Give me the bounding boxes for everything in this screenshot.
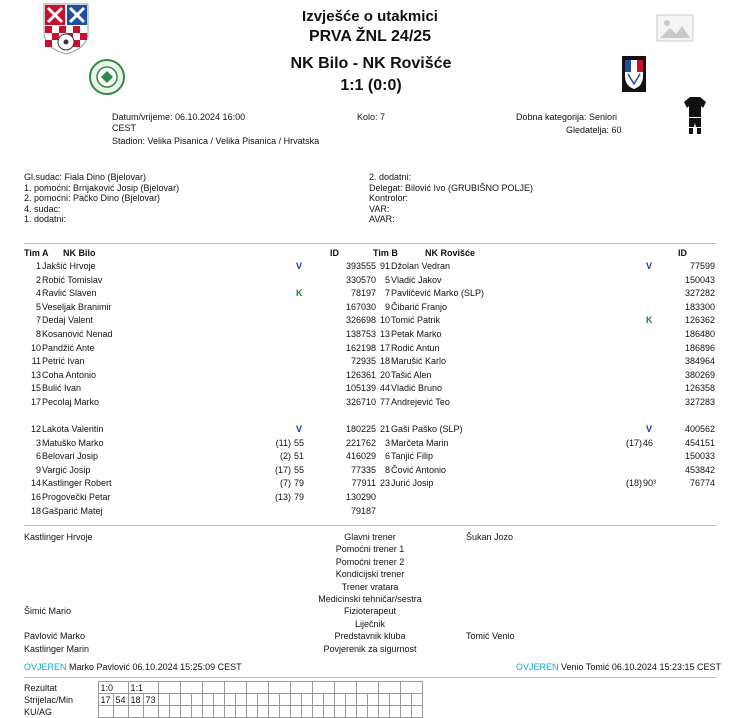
sub-minute: 90³ — [643, 478, 657, 489]
score-cell — [268, 694, 279, 706]
player-id: 126362 — [684, 315, 715, 326]
player-name: Džolan Vedran — [391, 261, 451, 271]
player-number: 7 — [35, 315, 41, 326]
score-cell — [334, 706, 345, 718]
player-name: Bulić Ivan — [42, 383, 82, 394]
player-row — [373, 328, 716, 340]
score-cell — [246, 682, 268, 694]
player-name: Marušić Karlo — [391, 356, 447, 367]
captain-badge: V — [296, 424, 303, 434]
score-cell — [378, 694, 389, 706]
player-id: 380269 — [684, 369, 715, 380]
player-name: Lakota Valentin — [42, 424, 104, 434]
player-id: 105139 — [345, 383, 376, 394]
score-cell — [312, 694, 323, 706]
player-name: Pandžić Ante — [42, 342, 95, 353]
player-number: 10 — [30, 342, 41, 353]
player-name: Jakšić Hrvoje — [42, 261, 96, 271]
player-number: 13 — [30, 369, 41, 380]
player-row — [24, 369, 376, 381]
kit-icon — [684, 97, 706, 135]
spectators: Gledatelja: 60 — [566, 125, 622, 135]
home-crest-icon — [42, 2, 90, 56]
score-cell — [213, 694, 224, 706]
divider — [24, 525, 716, 526]
official-line: Delegat: Bilović Ivo (GRUBIŠNO POLJE) — [369, 182, 534, 193]
player-id: 77911 — [351, 478, 376, 489]
player-number: 3 — [384, 437, 390, 448]
sub-for: (17) — [625, 437, 642, 448]
sub-for: (18) — [625, 478, 642, 489]
player-id: 416029 — [345, 451, 376, 462]
score-cell — [180, 682, 202, 694]
player-name: Tanjić Filip — [391, 451, 434, 462]
score-row-label: Rezultat — [24, 682, 58, 693]
score-table — [24, 681, 423, 718]
score-cell: 1:1 — [128, 682, 158, 694]
player-name: Vladić Jakov — [391, 274, 442, 285]
player-number: 12 — [30, 424, 41, 434]
score-cell — [191, 694, 202, 706]
staff-role: Pomoćni trener 1 — [335, 544, 405, 555]
player-row — [24, 464, 376, 476]
player-name: Gašparić Matej — [42, 505, 103, 516]
player-number: 6 — [384, 451, 390, 462]
sub-for: (2) — [280, 451, 291, 462]
captain-badge: V — [646, 424, 653, 434]
score-cell — [323, 694, 334, 706]
player-row — [24, 477, 376, 489]
divider — [24, 243, 716, 244]
official-line: 1. pomoćni: Brnjaković Josip (Bjelovar) — [24, 182, 180, 193]
score-cell — [400, 706, 411, 718]
official-line: 2. pomoćni: Pačko Dino (Bjelovar) — [24, 193, 161, 203]
player-number: 1 — [35, 261, 41, 271]
player-name: Marčeta Marin — [391, 437, 449, 448]
player-name: Vladić Bruno — [391, 383, 443, 394]
player-row — [24, 491, 376, 503]
player-id: 186896 — [684, 342, 715, 353]
staff-home-name: Kastlinger Marin — [24, 643, 90, 654]
staff-home-name: Kastlinger Hrvoje — [24, 532, 93, 542]
score-row — [24, 694, 422, 706]
player-name: Petak Marko — [391, 329, 442, 339]
player-row — [24, 328, 376, 340]
player-name: Gaši Paško (SLP) — [391, 424, 463, 434]
score-cell — [334, 682, 356, 694]
player-number: 91 — [379, 261, 390, 271]
score-cell — [202, 682, 224, 694]
player-id: 150033 — [684, 451, 715, 462]
score-cell — [235, 706, 246, 718]
score-cell — [224, 682, 246, 694]
score-cell — [323, 706, 334, 718]
player-row — [373, 423, 716, 435]
player-name: Pavličević Marko (SLP) — [391, 288, 485, 299]
player-row — [373, 396, 716, 408]
player-row — [24, 342, 376, 354]
player-name: Rodić Antun — [391, 342, 440, 353]
player-number: 16 — [30, 492, 41, 502]
player-number: 6 — [35, 451, 41, 462]
score-cell — [411, 706, 422, 718]
player-id: 393555 — [345, 261, 376, 271]
player-name: Čibarić Franjo — [391, 301, 448, 312]
player-number: 7 — [384, 288, 390, 299]
player-id: 384964 — [684, 356, 715, 367]
player-id: 183300 — [684, 301, 715, 312]
score-cell: 73 — [143, 694, 158, 706]
team-a-id-header: ID — [330, 248, 339, 258]
score-cell — [143, 706, 158, 718]
sub-for: (7) — [280, 478, 291, 489]
player-id: 186480 — [684, 329, 715, 339]
score-cell — [213, 706, 224, 718]
official-line: Gl.sudac: Fiala Dino (Bjelovar) — [24, 172, 147, 182]
staff-role: Trener vratara — [341, 581, 399, 592]
player-name: Kastlinger Robert — [42, 478, 112, 489]
score-cell — [246, 706, 257, 718]
staff-role: Medicinski tehničar/sestra — [318, 594, 422, 604]
player-name: Dedaj Valent — [42, 315, 93, 326]
score-cell — [180, 706, 191, 718]
official-line: 4. sudac: — [24, 203, 61, 214]
player-name: Čović Antonio — [391, 464, 447, 475]
player-number: 21 — [379, 424, 390, 434]
captain-badge: V — [646, 261, 653, 271]
player-number: 4 — [35, 288, 41, 299]
player-id: 453842 — [684, 464, 715, 475]
match-datetime: Datum/vrijeme: 06.10.2024 16:00 — [112, 112, 246, 122]
player-name: Kosanović Nenad — [42, 329, 113, 339]
staff-role: Pomoćni trener 2 — [335, 556, 405, 567]
player-name: Petrić Ivan — [42, 356, 85, 367]
player-row — [373, 437, 716, 449]
score-cell — [345, 706, 356, 718]
player-id: 327282 — [684, 288, 715, 299]
player-number: 15 — [30, 383, 41, 394]
verified-status: OVJEREN — [24, 662, 67, 672]
player-row — [24, 505, 376, 517]
score-cell — [411, 694, 422, 706]
score-cell — [400, 694, 411, 706]
player-number: 13 — [379, 329, 390, 339]
score-cell — [356, 706, 367, 718]
player-number: 11 — [31, 356, 41, 367]
team-b-name: NK Rovišće — [425, 248, 476, 258]
score-cell — [169, 706, 180, 718]
score-cell — [180, 694, 191, 706]
player-row — [24, 423, 376, 435]
player-number: 8 — [384, 464, 390, 475]
team-b-label: Tim B — [373, 248, 398, 258]
player-id: 130290 — [345, 492, 376, 502]
score-cell — [235, 694, 246, 706]
official-line: 2. dodatni: — [369, 172, 412, 182]
player-row — [24, 301, 376, 313]
sub-minute: 46 — [643, 437, 654, 448]
score-cell — [301, 694, 312, 706]
player-row — [373, 342, 716, 354]
player-number: 17 — [30, 397, 41, 407]
sub-minute: 51 — [294, 451, 305, 462]
score-cell — [279, 694, 290, 706]
match-stadium: Stadion: Velika Pisanica / Velika Pisanica / Hrvatska — [112, 136, 320, 146]
score-cell — [389, 694, 400, 706]
player-row — [373, 301, 716, 313]
sub-minute: 79 — [294, 478, 305, 489]
player-id: 77599 — [689, 261, 715, 271]
player-id: 454151 — [684, 437, 715, 448]
score-cell — [356, 682, 378, 694]
score-cell — [268, 706, 279, 718]
score-row — [24, 682, 422, 694]
sub-minute: 55 — [294, 437, 305, 448]
staff-role: Glavni trener — [344, 532, 396, 542]
score-cell — [378, 706, 389, 718]
player-id: 79187 — [350, 505, 376, 516]
player-row — [373, 260, 716, 272]
staff-role: Liječnik — [354, 618, 385, 629]
age-category: Dobna kategorija: Seniori — [516, 112, 618, 122]
score-cell: 17 — [98, 694, 113, 706]
player-number: 17 — [379, 342, 390, 353]
player-row — [24, 437, 376, 449]
score-cell — [378, 682, 400, 694]
player-number: 18 — [30, 505, 41, 516]
official-line: VAR: — [369, 203, 390, 214]
score-cell — [158, 706, 169, 718]
player-number: 3 — [35, 437, 41, 448]
player-number: 77 — [379, 397, 390, 407]
player-row — [24, 450, 376, 462]
player-row — [24, 274, 376, 286]
player-id: 162198 — [345, 342, 376, 353]
staff-away-name: Šukan Jozo — [466, 532, 514, 542]
player-name: Matuško Marko — [42, 437, 104, 448]
score-cell — [290, 682, 312, 694]
player-row — [24, 314, 376, 326]
player-number: 5 — [35, 301, 41, 312]
score-cell — [345, 694, 356, 706]
score-row-label: KU/AG — [24, 706, 53, 717]
player-name: Ravlić Slaven — [42, 288, 97, 299]
player-row — [24, 396, 376, 408]
official-line: 1. dodatni: — [24, 214, 67, 224]
score-cell — [257, 706, 268, 718]
player-id: 78197 — [350, 288, 376, 299]
score-cell — [257, 694, 268, 706]
player-id: 327283 — [684, 397, 715, 407]
score-row-label: Strijelac/Min — [24, 694, 74, 705]
captain-badge: V — [296, 261, 303, 271]
sub-for: (13) — [274, 492, 291, 502]
player-row — [373, 274, 716, 286]
player-name: Pecolaj Marko — [42, 397, 100, 407]
score-cell — [312, 682, 334, 694]
score-cell: 18 — [128, 694, 143, 706]
player-id: 126361 — [345, 369, 376, 380]
score-cell — [290, 706, 301, 718]
team-b-id-header: ID — [678, 248, 687, 258]
sub-minute: 55 — [294, 464, 305, 475]
player-row — [24, 355, 376, 367]
sub-for: (17) — [274, 464, 291, 475]
score-cell — [268, 682, 290, 694]
score-cell — [169, 694, 180, 706]
player-id: 400562 — [684, 424, 715, 434]
player-row — [373, 355, 716, 367]
score-cell — [279, 706, 290, 718]
player-row — [373, 382, 716, 394]
sub-minute: 79 — [294, 492, 305, 502]
home-club-logo-icon — [88, 58, 126, 96]
player-id: 72935 — [350, 356, 376, 367]
score-cell: 54 — [113, 694, 128, 706]
sub-for: (11) — [275, 437, 291, 448]
player-name: Andrejević Teo — [391, 397, 450, 407]
score-cell — [400, 682, 422, 694]
player-row — [373, 369, 716, 381]
staff-role: Kondicijski trener — [335, 569, 405, 580]
staff-role: Fizioterapeut — [343, 606, 397, 617]
score-cell — [389, 706, 400, 718]
score-cell — [98, 706, 113, 718]
player-name: Progovečki Petar — [42, 492, 111, 502]
player-name: Belovari Josip — [42, 451, 99, 462]
player-number: 10 — [379, 315, 390, 326]
captain-badge: K — [296, 288, 303, 299]
player-row — [373, 464, 716, 476]
player-number: 5 — [384, 274, 390, 285]
team-a-name: NK Bilo — [63, 248, 96, 258]
score-cell — [158, 694, 169, 706]
player-id: 150043 — [684, 274, 715, 285]
player-row — [373, 287, 716, 299]
score-cell — [301, 706, 312, 718]
player-id: 330570 — [345, 274, 376, 285]
player-number: 9 — [384, 301, 390, 312]
score-cell — [158, 682, 180, 694]
staff-away-name: Tomić Venio — [466, 631, 515, 642]
player-name: Jurić Josip — [391, 478, 434, 489]
player-number: 23 — [379, 478, 390, 489]
verified-status: OVJEREN — [516, 662, 559, 672]
match-result: 1:1 (0:0) — [340, 77, 402, 94]
player-name: Tašić Alen — [391, 369, 432, 380]
score-cell — [367, 706, 378, 718]
player-name: Veseljak Branimir — [42, 301, 112, 312]
player-id: 326710 — [345, 397, 376, 407]
staff-role: Predstavnik kluba — [334, 631, 406, 642]
player-id: 326698 — [345, 315, 376, 326]
image-placeholder-icon — [656, 14, 694, 42]
player-id: 126358 — [684, 383, 715, 394]
match-title: NK Bilo - NK Rovišće — [290, 55, 452, 72]
player-name: Tomić Patrik — [391, 315, 441, 326]
score-cell — [367, 694, 378, 706]
official-line: Kontrolor: — [369, 193, 409, 203]
team-a-label: Tim A — [24, 248, 49, 258]
score-row — [24, 706, 422, 718]
score-cell — [113, 706, 128, 718]
score-cell — [334, 694, 345, 706]
verified-by: Venio Tomić 06.10.2024 15:23:15 CEST — [561, 662, 721, 672]
report-title: Izvješće o utakmici — [302, 8, 438, 25]
player-id: 77335 — [350, 464, 376, 475]
away-club-logo-icon — [622, 56, 646, 92]
player-number: 8 — [35, 329, 41, 339]
player-number: 44 — [379, 383, 390, 394]
player-row — [24, 382, 376, 394]
score-cell — [246, 694, 257, 706]
score-cell — [312, 706, 323, 718]
player-row — [373, 477, 716, 489]
score-cell — [128, 706, 143, 718]
player-number: 2 — [35, 274, 41, 285]
official-line: AVAR: — [369, 214, 395, 224]
score-cell — [356, 694, 367, 706]
verified-by: Marko Pavlović 06.10.2024 15:25:09 CEST — [69, 662, 242, 672]
player-number: 18 — [379, 356, 390, 367]
verification-left — [24, 662, 242, 673]
player-id: 138753 — [345, 329, 376, 339]
captain-badge: K — [646, 315, 653, 326]
staff-home-name: Pavlović Marko — [24, 631, 86, 642]
player-number: 14 — [30, 478, 41, 489]
score-cell — [224, 706, 235, 718]
match-round: Kolo: 7 — [357, 112, 386, 122]
player-row — [24, 287, 376, 299]
score-cell — [202, 694, 213, 706]
staff-home-name: Šimić Mario — [24, 606, 72, 617]
score-cell: 1:0 — [98, 682, 128, 694]
staff-role: Povjerenik za sigurnost — [323, 643, 417, 654]
match-timezone: CEST — [112, 123, 137, 133]
player-id: 167030 — [345, 301, 376, 312]
divider — [24, 677, 716, 678]
score-cell — [202, 706, 213, 718]
score-cell — [224, 694, 235, 706]
player-name: Coha Antonio — [42, 369, 97, 380]
player-id: 76774 — [689, 478, 715, 489]
competition-title: PRVA ŽNL 24/25 — [308, 28, 432, 45]
player-id: 180225 — [345, 424, 376, 434]
officials-right — [369, 172, 533, 225]
player-row — [24, 260, 376, 272]
verification-right — [516, 662, 721, 673]
player-row — [373, 450, 716, 462]
score-cell — [290, 694, 301, 706]
player-name: Robić Tomislav — [42, 274, 103, 285]
player-number: 9 — [35, 464, 41, 475]
score-cell — [191, 706, 202, 718]
player-row — [373, 314, 716, 326]
player-number: 20 — [379, 369, 390, 380]
player-id: 221762 — [345, 437, 376, 448]
player-name: Vargić Josip — [42, 464, 91, 475]
officials-left — [24, 172, 179, 225]
